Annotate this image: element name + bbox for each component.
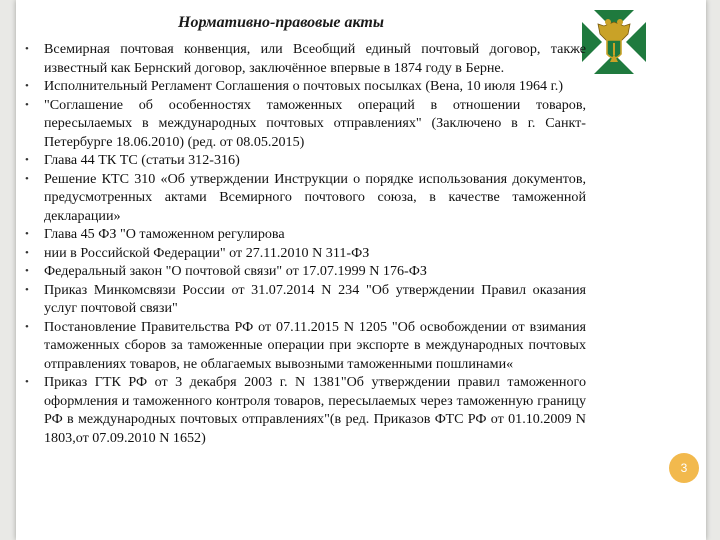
list-item-text: нии в Российской Федерации" от 27.11.2010 N 311-ФЗ (44, 244, 370, 261)
bullet-icon: • (25, 246, 29, 259)
list-item-text: Федеральный закон "О почтовой связи" от 17.07.1999 N 176-ФЗ (44, 263, 427, 279)
legal-acts-list (20, 40, 586, 447)
list-item-text: "Соглашение об особенностях таможенных операций в отношении товаров, пересылаемых в международных почтовых отправлениях" (Заключено в г. Санкт-Петербурге 18.06.2010) (ред. от 08.05.2015) (44, 96, 586, 150)
list-item-text: Глава 45 ФЗ "О таможенном регулирова (44, 226, 285, 242)
bullet-icon: • (25, 172, 29, 185)
page-number-badge: 3 (669, 453, 699, 483)
list-item-text: Исполнительный Регламент Соглашения о почтовых посылках (Вена, 10 июля 1964 г.) (44, 78, 564, 94)
slide-title: Нормативно-правовые акты (178, 14, 384, 31)
bullet-icon: • (25, 154, 29, 166)
slide (16, 0, 706, 540)
list-item (20, 77, 586, 96)
list-item-text: Приказ ГТК РФ от 3 декабря 2003 г. N 1381"Об утверждении правил таможенного оформления и таможенного контроля товаров, пересылаемых через таможенную границу РФ в международных почтовых отправлениях"(в ред. Приказов ФТС РФ от 01.10.2009 N 1803,от 07.09.2010 N 1652) (44, 374, 586, 446)
list-item-text: Решение КТС 310 «Об утверждении Инструкции о порядке использования документов, предусмотренных актами Всемирного почтового союза, в качестве таможенной декларации» (44, 170, 586, 224)
bullet-icon: • (25, 98, 29, 111)
list-item-text: Постановление Правительства РФ от 07.11.2015 N 1205 "Об освобождении от взимания таможенных сборов за таможенные операции при экспорте в международных почтовых отправлениях товаров, не облагаемых вывозными таможенными пошлинами« (44, 318, 586, 372)
list-item (20, 40, 586, 77)
bullet-icon: • (25, 283, 29, 296)
list-item (20, 318, 586, 374)
list-item (20, 262, 586, 281)
bullet-icon: • (25, 320, 29, 333)
list-item (20, 281, 586, 318)
list-item-text: Глава 44 ТК ТС (статьи 312-316) (44, 152, 240, 168)
list-item (20, 96, 586, 152)
list-item-text: Приказ Минкомсвязи России от 31.07.2014 N 234 "Об утверждении Правил оказания услуг почтовой связи" (44, 281, 586, 316)
list-item (20, 225, 586, 244)
list-item (20, 244, 586, 263)
bullet-icon: • (25, 228, 29, 240)
customs-emblem-icon (582, 10, 646, 74)
bullet-icon: • (25, 80, 29, 92)
bullet-icon: • (25, 43, 29, 55)
list-item (20, 373, 586, 447)
list-item (20, 151, 586, 170)
list-item (20, 170, 586, 226)
bullet-icon: • (25, 265, 29, 277)
bullet-icon: • (25, 376, 29, 388)
list-item-text: Всемирная почтовая конвенция, или Всеобщий единый почтовый договор, также известный как Бернский договор, заключённое впервые в 1874 году в Берне. (44, 41, 586, 76)
